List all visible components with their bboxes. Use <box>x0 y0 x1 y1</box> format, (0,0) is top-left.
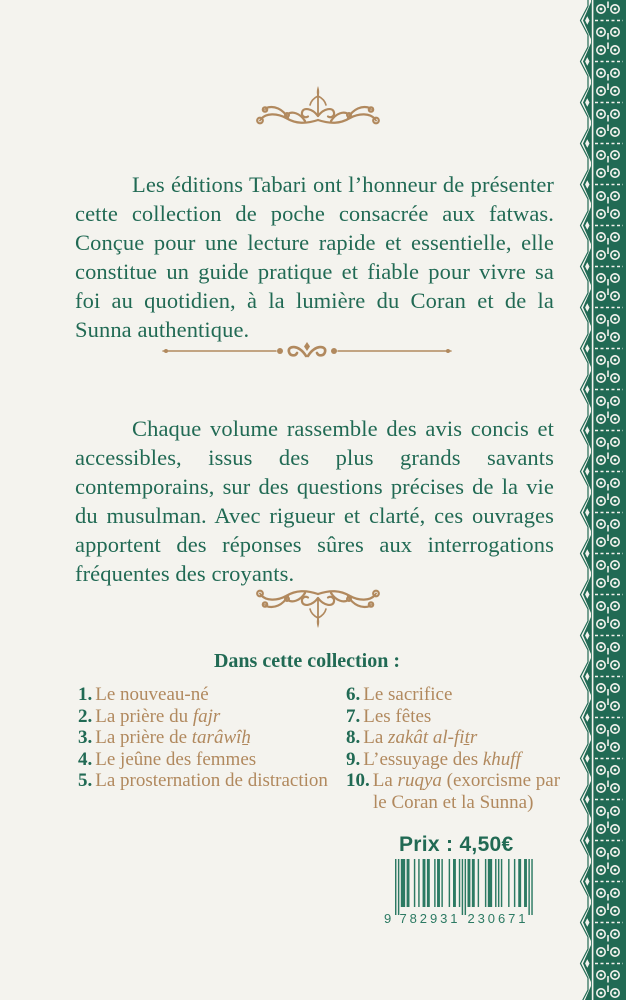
price-label: Prix : 4,50€ <box>399 833 514 856</box>
collection-column-right <box>346 684 564 813</box>
item-number: 6. <box>346 684 361 705</box>
collection-item: 5. La prosternation de distraction <box>78 770 328 791</box>
description-paragraph: Chaque volume rassemble des avis concis et accessibles, issus des plus grands savants contemporains, sur des questions précises de la vie du musulman. Avec rigueur et clarté, ces ouvrages apportent des réponses sûres aux interrogations fréquentes des croyants. <box>75 415 554 586</box>
collection-item: 10. La ruqya (exorcisme par le Coran et la Sunna) <box>346 770 561 813</box>
section-divider-ornament <box>160 337 454 365</box>
collection-column-left <box>78 684 330 813</box>
intro-paragraph: Les éditions Tabari ont l’honneur de présenter cette collection de poche consacrée aux fatwas. Conçue pour une lecture rapide et essentielle, elle constitue un guide pratique et fiable pour vivre sa foi au quotidien, à la lumière du Coran et de la Sunna authentique. <box>75 171 554 342</box>
collection-item: 8. La zakât al-fiṯr <box>346 727 478 748</box>
item-number: 3. <box>78 727 93 748</box>
collection-list <box>78 684 564 813</box>
item-number: 7. <box>346 705 361 727</box>
item-number: 8. <box>346 727 361 748</box>
item-number: 9. <box>346 748 361 770</box>
collection-item: 1. Le nouveau-né <box>78 684 209 705</box>
item-number: 4. <box>78 748 93 770</box>
barcode-bars <box>395 859 533 915</box>
item-number: 2. <box>78 705 93 727</box>
flourish-bottom-ornament <box>250 580 386 630</box>
item-number: 1. <box>78 684 93 705</box>
collection-item: 3. La prière de tarâwîẖ <box>78 727 251 748</box>
collection-heading: Dans cette collection : <box>213 650 401 672</box>
barcode-digits-left: 782931 <box>399 911 458 926</box>
barcode <box>382 857 538 927</box>
barcode-digit-lead: 9 <box>384 911 392 926</box>
barcode-digits-right: 230671 <box>467 911 526 926</box>
item-number: 5. <box>78 770 93 791</box>
collection-item: 7. Les fêtes <box>346 705 432 727</box>
arabesque-border <box>578 0 626 1000</box>
item-number: 10. <box>346 770 370 791</box>
collection-item: 2. La prière du fajr <box>78 705 221 727</box>
flourish-top-ornament <box>250 84 386 134</box>
collection-item: 6. Le sacrifice <box>346 684 453 705</box>
collection-item: 4. Le jeûne des femmes <box>78 748 257 770</box>
collection-item: 9. L’essuyage des khuff <box>346 748 521 770</box>
